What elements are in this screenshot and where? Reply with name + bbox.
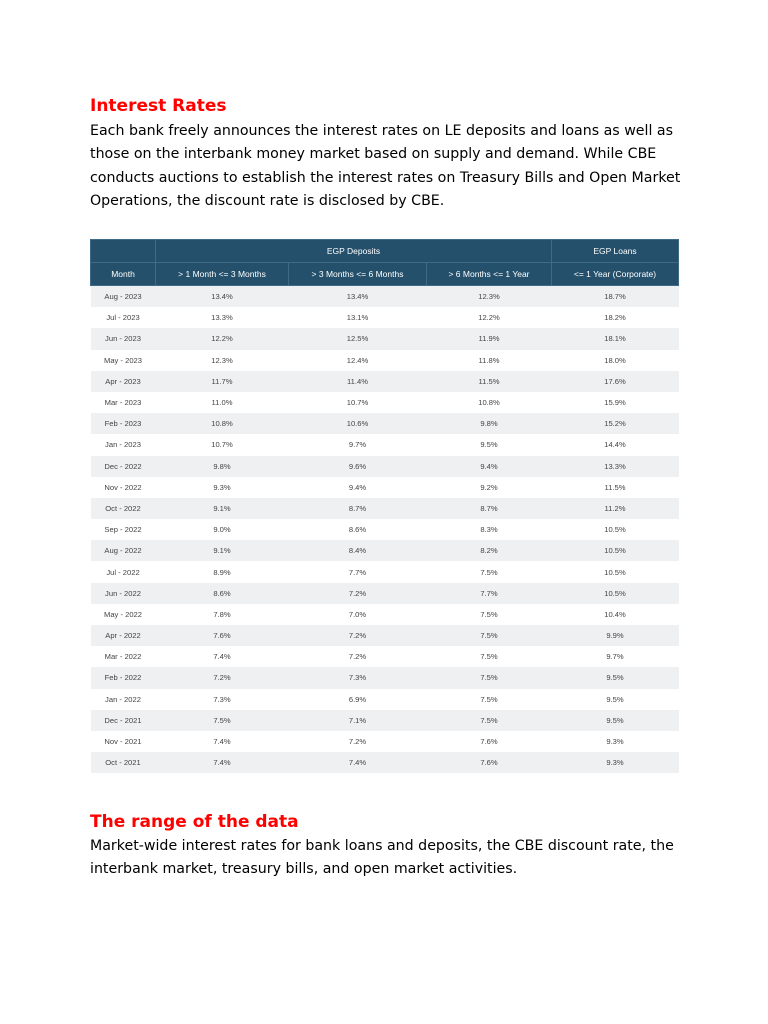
cell-deposit-1-3m: 9.8%	[156, 456, 289, 477]
cell-deposit-3-6m: 12.5%	[289, 328, 427, 349]
cell-deposit-6-12m: 7.5%	[427, 689, 552, 710]
cell-month: Mar - 2023	[91, 392, 156, 413]
cell-loan-corporate: 18.2%	[552, 307, 679, 328]
cell-loan-corporate: 10.5%	[552, 561, 679, 582]
cell-loan-corporate: 9.5%	[552, 689, 679, 710]
table-row	[91, 667, 679, 688]
cell-month: May - 2022	[91, 604, 156, 625]
cell-month: Oct - 2021	[91, 752, 156, 773]
cell-deposit-1-3m: 13.4%	[156, 286, 289, 308]
cell-deposit-6-12m: 7.5%	[427, 667, 552, 688]
cell-month: Dec - 2022	[91, 456, 156, 477]
cell-deposit-6-12m: 8.3%	[427, 519, 552, 540]
cell-deposit-6-12m: 11.8%	[427, 350, 552, 371]
cell-loan-corporate: 17.6%	[552, 371, 679, 392]
cell-deposit-1-3m: 7.6%	[156, 625, 289, 646]
cell-deposit-3-6m: 7.2%	[289, 583, 427, 604]
cell-deposit-1-3m: 7.8%	[156, 604, 289, 625]
cell-deposit-3-6m: 8.4%	[289, 540, 427, 561]
cell-month: Apr - 2022	[91, 625, 156, 646]
cell-loan-corporate: 10.4%	[552, 604, 679, 625]
cell-deposit-3-6m: 7.2%	[289, 625, 427, 646]
cell-deposit-3-6m: 6.9%	[289, 689, 427, 710]
table-row	[91, 307, 679, 328]
cell-deposit-1-3m: 9.0%	[156, 519, 289, 540]
cell-deposit-3-6m: 13.4%	[289, 286, 427, 308]
cell-deposit-3-6m: 9.6%	[289, 456, 427, 477]
cell-deposit-6-12m: 9.5%	[427, 434, 552, 455]
cell-deposit-1-3m: 12.2%	[156, 328, 289, 349]
data-range-heading: The range of the data	[90, 812, 299, 832]
cell-month: Aug - 2022	[91, 540, 156, 561]
cell-month: Feb - 2022	[91, 667, 156, 688]
cell-deposit-1-3m: 9.1%	[156, 498, 289, 519]
cell-deposit-6-12m: 7.5%	[427, 646, 552, 667]
cell-deposit-1-3m: 7.4%	[156, 731, 289, 752]
table-group-header-row	[91, 240, 679, 263]
cell-loan-corporate: 15.9%	[552, 392, 679, 413]
cell-deposit-1-3m: 7.2%	[156, 667, 289, 688]
table-row	[91, 477, 679, 498]
interest-rates-paragraph: Each bank freely announces the interest rates on LE deposits and loans as well as those on the interbank money market based on supply and demand. While CBE conducts auctions to establish the interest rates on Treasury Bills and Open Market Operations, the discount rate is disclosed by CBE.	[90, 123, 681, 209]
cell-deposit-6-12m: 11.5%	[427, 371, 552, 392]
cell-deposit-3-6m: 7.4%	[289, 752, 427, 773]
cell-deposit-6-12m: 7.5%	[427, 625, 552, 646]
cell-deposit-3-6m: 7.1%	[289, 710, 427, 731]
cell-loan-corporate: 10.5%	[552, 540, 679, 561]
cell-deposit-1-3m: 10.7%	[156, 434, 289, 455]
cell-deposit-6-12m: 9.8%	[427, 413, 552, 434]
cell-deposit-3-6m: 8.7%	[289, 498, 427, 519]
cell-deposit-3-6m: 13.1%	[289, 307, 427, 328]
table-row	[91, 604, 679, 625]
cell-deposit-3-6m: 7.0%	[289, 604, 427, 625]
cell-deposit-3-6m: 9.4%	[289, 477, 427, 498]
cell-loan-corporate: 9.9%	[552, 625, 679, 646]
table-row	[91, 710, 679, 731]
table-row	[91, 413, 679, 434]
cell-month: Oct - 2022	[91, 498, 156, 519]
table-row	[91, 328, 679, 349]
column-header-3-6-months: > 3 Months <= 6 Months	[289, 263, 427, 286]
table-row	[91, 561, 679, 582]
cell-month: Jun - 2023	[91, 328, 156, 349]
cell-deposit-6-12m: 7.7%	[427, 583, 552, 604]
cell-deposit-3-6m: 9.7%	[289, 434, 427, 455]
cell-month: Feb - 2023	[91, 413, 156, 434]
cell-deposit-6-12m: 7.6%	[427, 731, 552, 752]
cell-deposit-1-3m: 7.3%	[156, 689, 289, 710]
column-header-corporate-loans: <= 1 Year (Corporate)	[552, 263, 679, 286]
cell-loan-corporate: 15.2%	[552, 413, 679, 434]
cell-month: Jan - 2022	[91, 689, 156, 710]
table-row	[91, 350, 679, 371]
cell-deposit-1-3m: 8.9%	[156, 561, 289, 582]
month-group-spacer	[91, 240, 156, 263]
cell-deposit-6-12m: 8.2%	[427, 540, 552, 561]
cell-deposit-6-12m: 9.2%	[427, 477, 552, 498]
cell-loan-corporate: 13.3%	[552, 456, 679, 477]
table-row	[91, 731, 679, 752]
interest-rates-heading: Interest Rates	[90, 96, 227, 116]
cell-deposit-1-3m: 11.7%	[156, 371, 289, 392]
table-row	[91, 646, 679, 667]
table-row	[91, 498, 679, 519]
cell-deposit-6-12m: 7.5%	[427, 710, 552, 731]
cell-loan-corporate: 10.5%	[552, 583, 679, 604]
cell-deposit-3-6m: 10.6%	[289, 413, 427, 434]
table-row	[91, 625, 679, 646]
cell-deposit-1-3m: 10.8%	[156, 413, 289, 434]
cell-loan-corporate: 18.1%	[552, 328, 679, 349]
cell-deposit-3-6m: 7.3%	[289, 667, 427, 688]
cell-deposit-3-6m: 7.2%	[289, 731, 427, 752]
cell-month: Jul - 2023	[91, 307, 156, 328]
cell-loan-corporate: 9.3%	[552, 752, 679, 773]
cell-loan-corporate: 9.5%	[552, 667, 679, 688]
cell-month: Aug - 2023	[91, 286, 156, 308]
table-row	[91, 689, 679, 710]
cell-deposit-3-6m: 8.6%	[289, 519, 427, 540]
cell-month: Mar - 2022	[91, 646, 156, 667]
cell-loan-corporate: 11.5%	[552, 477, 679, 498]
table-row	[91, 434, 679, 455]
egp-loans-header: EGP Loans	[552, 240, 679, 263]
cell-loan-corporate: 9.7%	[552, 646, 679, 667]
cell-deposit-6-12m: 7.6%	[427, 752, 552, 773]
table-row	[91, 752, 679, 773]
cell-deposit-1-3m: 12.3%	[156, 350, 289, 371]
cell-month: Apr - 2023	[91, 371, 156, 392]
cell-month: Dec - 2021	[91, 710, 156, 731]
cell-month: Jan - 2023	[91, 434, 156, 455]
cell-deposit-6-12m: 12.2%	[427, 307, 552, 328]
table-row	[91, 540, 679, 561]
column-header-month: Month	[91, 263, 156, 286]
cell-deposit-3-6m: 10.7%	[289, 392, 427, 413]
cell-deposit-1-3m: 8.6%	[156, 583, 289, 604]
cell-deposit-1-3m: 7.4%	[156, 646, 289, 667]
cell-loan-corporate: 14.4%	[552, 434, 679, 455]
table-row	[91, 583, 679, 604]
cell-loan-corporate: 10.5%	[552, 519, 679, 540]
cell-deposit-1-3m: 11.0%	[156, 392, 289, 413]
cell-deposit-6-12m: 8.7%	[427, 498, 552, 519]
cell-deposit-1-3m: 13.3%	[156, 307, 289, 328]
cell-deposit-1-3m: 9.3%	[156, 477, 289, 498]
egp-deposits-header: EGP Deposits	[156, 240, 552, 263]
cell-month: Nov - 2022	[91, 477, 156, 498]
cell-deposit-3-6m: 11.4%	[289, 371, 427, 392]
column-header-6-12-months: > 6 Months <= 1 Year	[427, 263, 552, 286]
table-column-header-row	[91, 263, 679, 286]
cell-deposit-3-6m: 7.7%	[289, 561, 427, 582]
cell-loan-corporate: 18.0%	[552, 350, 679, 371]
cell-loan-corporate: 11.2%	[552, 498, 679, 519]
table-row	[91, 392, 679, 413]
cell-deposit-3-6m: 7.2%	[289, 646, 427, 667]
cell-deposit-6-12m: 12.3%	[427, 286, 552, 308]
cell-loan-corporate: 9.3%	[552, 731, 679, 752]
cell-deposit-3-6m: 12.4%	[289, 350, 427, 371]
cell-month: Nov - 2021	[91, 731, 156, 752]
cell-deposit-6-12m: 7.5%	[427, 604, 552, 625]
cell-month: Jun - 2022	[91, 583, 156, 604]
cell-month: Jul - 2022	[91, 561, 156, 582]
cell-deposit-6-12m: 9.4%	[427, 456, 552, 477]
cell-loan-corporate: 9.5%	[552, 710, 679, 731]
cell-month: May - 2023	[91, 350, 156, 371]
column-header-1-3-months: > 1 Month <= 3 Months	[156, 263, 289, 286]
cell-deposit-6-12m: 11.9%	[427, 328, 552, 349]
cell-loan-corporate: 18.7%	[552, 286, 679, 308]
cell-deposit-1-3m: 7.5%	[156, 710, 289, 731]
cell-deposit-1-3m: 7.4%	[156, 752, 289, 773]
table-row	[91, 456, 679, 477]
data-range-paragraph: Market-wide interest rates for bank loans and deposits, the CBE discount rate, the interbank market, treasury bills, and open market activities.	[90, 838, 674, 878]
table-row	[91, 519, 679, 540]
table-body	[91, 286, 679, 774]
cell-deposit-6-12m: 7.5%	[427, 561, 552, 582]
cell-deposit-1-3m: 9.1%	[156, 540, 289, 561]
cell-deposit-6-12m: 10.8%	[427, 392, 552, 413]
cell-month: Sep - 2022	[91, 519, 156, 540]
interest-rates-table	[90, 239, 679, 773]
table-row	[91, 286, 679, 308]
table-row	[91, 371, 679, 392]
